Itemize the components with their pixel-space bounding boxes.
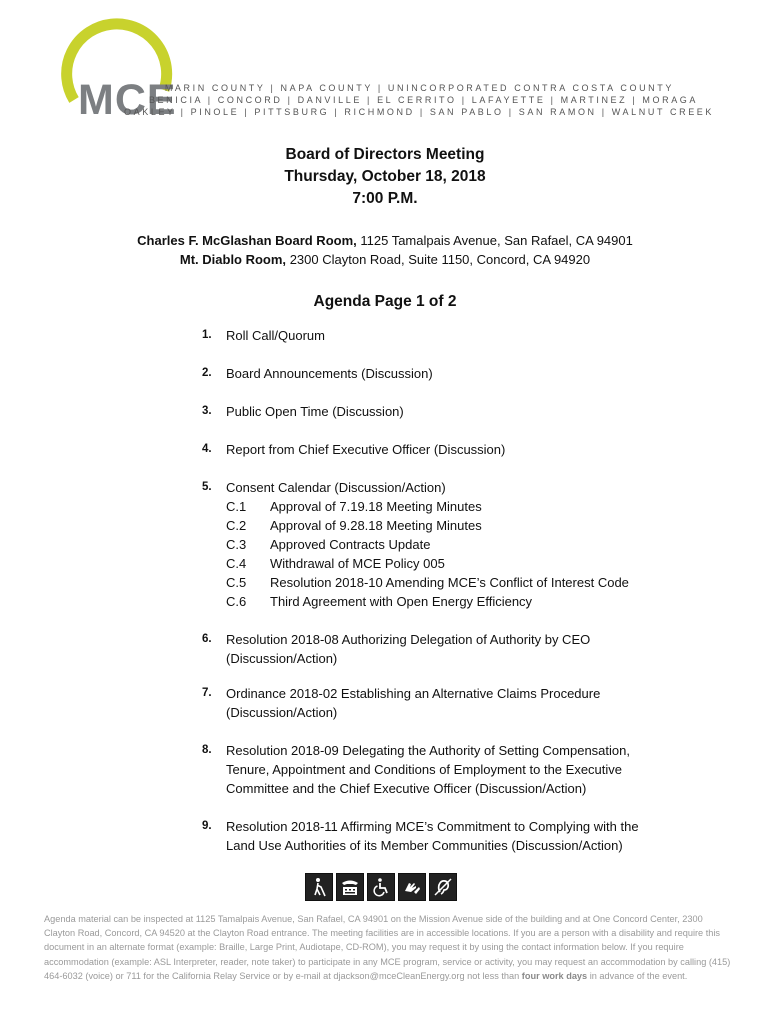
location-line-1 xyxy=(0,233,770,248)
agenda-item xyxy=(202,817,702,855)
meeting-date: Thursday, October 18, 2018 xyxy=(284,168,486,185)
assistive-listening-icon xyxy=(429,873,457,901)
agenda-item xyxy=(202,326,702,345)
agenda-item xyxy=(202,364,702,383)
service-area-line-2: BENICIA | CONCORD | DANVILLE | EL CERRITO | LAFAYETTE | MARTINEZ | MORAGA xyxy=(148,95,698,105)
agenda-item xyxy=(202,684,702,722)
footnote-bold-text: four work days xyxy=(521,970,588,981)
agenda-item-text: Land Use Authorities of its Member Communities (Discussion/Action) xyxy=(226,838,623,853)
accessibility-footnote xyxy=(44,912,734,983)
agenda-item-number: 4. xyxy=(202,443,212,455)
agenda-heading: Agenda Page 1 of 2 xyxy=(313,293,457,310)
consent-item xyxy=(226,497,702,516)
service-area-line-3: OAKLEY | PINOLE | PITTSBURG | RICHMOND | SAN PABLO | SAN RAMON | WALNUT CREEK xyxy=(124,107,714,117)
agenda-item-text: Resolution 2018-09 Delegating the Authority of Setting Compensation, xyxy=(226,743,630,758)
meeting-title: Board of Directors Meeting xyxy=(285,146,485,163)
tty-phone-icon xyxy=(336,873,364,901)
agenda-item-number: 5. xyxy=(202,481,212,493)
location-address: 2300 Clayton Road, Suite 1150, Concord, CA 94920 xyxy=(289,252,591,267)
location-room: Charles F. McGlashan Board Room, xyxy=(137,233,357,248)
agenda-item xyxy=(202,478,702,611)
location-room: Mt. Diablo Room, xyxy=(179,252,287,267)
sign-language-icon xyxy=(398,873,426,901)
agenda-item-number: 9. xyxy=(202,820,212,832)
agenda-item xyxy=(202,440,702,459)
footnote-text: Agenda material can be inspected at 1125 Tamalpais Avenue, San Rafael, CA 94901 on the Mission Avenue side of the building and at One Concord Center, 2300 Clayton Road, Concord, CA 94520 at the Clayton Road entrance. The meeting facilities are in accessible locations. If you are a person with a disability and require this document in an alternate format (example: Braille, Large Print, Audiotape, CD-ROM), you may request it by using the contact information below. If you require accommodation (example: ASL Interpreter, reader, note taker) to participate in any MCE program, service or activity, you may request an accommodation by calling (415) 464-6032 (voice) or 711 for the California Relay Service or by e-mail at djackson@mceCleanEnergy.org not less than xyxy=(44,914,731,981)
consent-item xyxy=(226,516,702,535)
agenda-item-number: 7. xyxy=(202,687,212,699)
consent-text: Approval of 9.28.18 Meeting Minutes xyxy=(270,518,482,533)
consent-text: Withdrawal of MCE Policy 005 xyxy=(270,556,445,571)
agenda-item-text: Resolution 2018-08 Authorizing Delegation of Authority by CEO xyxy=(226,632,591,647)
agenda-item-number: 8. xyxy=(202,744,212,756)
service-area-line-1: MARIN COUNTY | NAPA COUNTY | UNINCORPORATED CONTRA COSTA COUNTY xyxy=(164,83,674,93)
agenda-item-number: 1. xyxy=(202,329,212,341)
agenda-item-text: Resolution 2018-11 Affirming MCE’s Commitment to Complying with the xyxy=(226,819,639,834)
consent-code: C.1 xyxy=(226,499,247,514)
accessibility-icons xyxy=(305,873,457,901)
agenda-item-text: Board Announcements (Discussion) xyxy=(226,366,433,381)
agenda-item xyxy=(202,741,702,798)
consent-text: Resolution 2018-10 Amending MCE’s Conflict of Interest Code xyxy=(270,575,629,590)
meeting-title-block xyxy=(0,144,770,210)
location-address: 1125 Tamalpais Avenue, San Rafael, CA 94901 xyxy=(360,233,633,248)
agenda-item-text: Report from Chief Executive Officer (Discussion) xyxy=(226,442,506,457)
blind-person-cane-icon xyxy=(305,873,333,901)
consent-text: Third Agreement with Open Energy Efficiency xyxy=(270,594,533,609)
agenda-item-number: 6. xyxy=(202,633,212,645)
agenda-list xyxy=(202,326,702,855)
consent-item xyxy=(226,592,702,611)
agenda-item-number: 2. xyxy=(202,367,212,379)
agenda-item-text: Tenure, Appointment and Conditions of Employment to the Executive xyxy=(226,762,623,777)
consent-calendar-list xyxy=(226,497,702,611)
agenda-item-text: Public Open Time (Discussion) xyxy=(226,404,404,419)
agenda-item xyxy=(202,402,702,421)
consent-text: Approved Contracts Update xyxy=(270,537,431,552)
wheelchair-icon xyxy=(367,873,395,901)
consent-item xyxy=(226,554,702,573)
agenda-item-text: Consent Calendar (Discussion/Action) xyxy=(226,480,446,495)
consent-code: C.6 xyxy=(226,594,247,609)
footnote-tail: in advance of the event. xyxy=(589,970,688,981)
consent-item xyxy=(226,573,702,592)
agenda-item-text: Ordinance 2018-02 Establishing an Alternative Claims Procedure xyxy=(226,686,601,701)
consent-code: C.5 xyxy=(226,575,247,590)
meeting-time: 7:00 P.M. xyxy=(352,190,418,207)
agenda-item-number: 3. xyxy=(202,405,212,417)
consent-text: Approval of 7.19.18 Meeting Minutes xyxy=(270,499,482,514)
consent-code: C.4 xyxy=(226,556,247,571)
agenda-item xyxy=(202,630,702,668)
agenda-item-text: Committee and the Chief Executive Officer (Discussion/Action) xyxy=(226,781,587,796)
consent-item xyxy=(226,535,702,554)
agenda-item-text: Roll Call/Quorum xyxy=(226,328,325,343)
consent-code: C.2 xyxy=(226,518,247,533)
agenda-item-text: (Discussion/Action) xyxy=(226,705,338,720)
location-line-2 xyxy=(0,252,770,267)
agenda-item-text: (Discussion/Action) xyxy=(226,651,338,666)
mce-logo-text: MCE xyxy=(78,76,177,124)
consent-code: C.3 xyxy=(226,537,247,552)
